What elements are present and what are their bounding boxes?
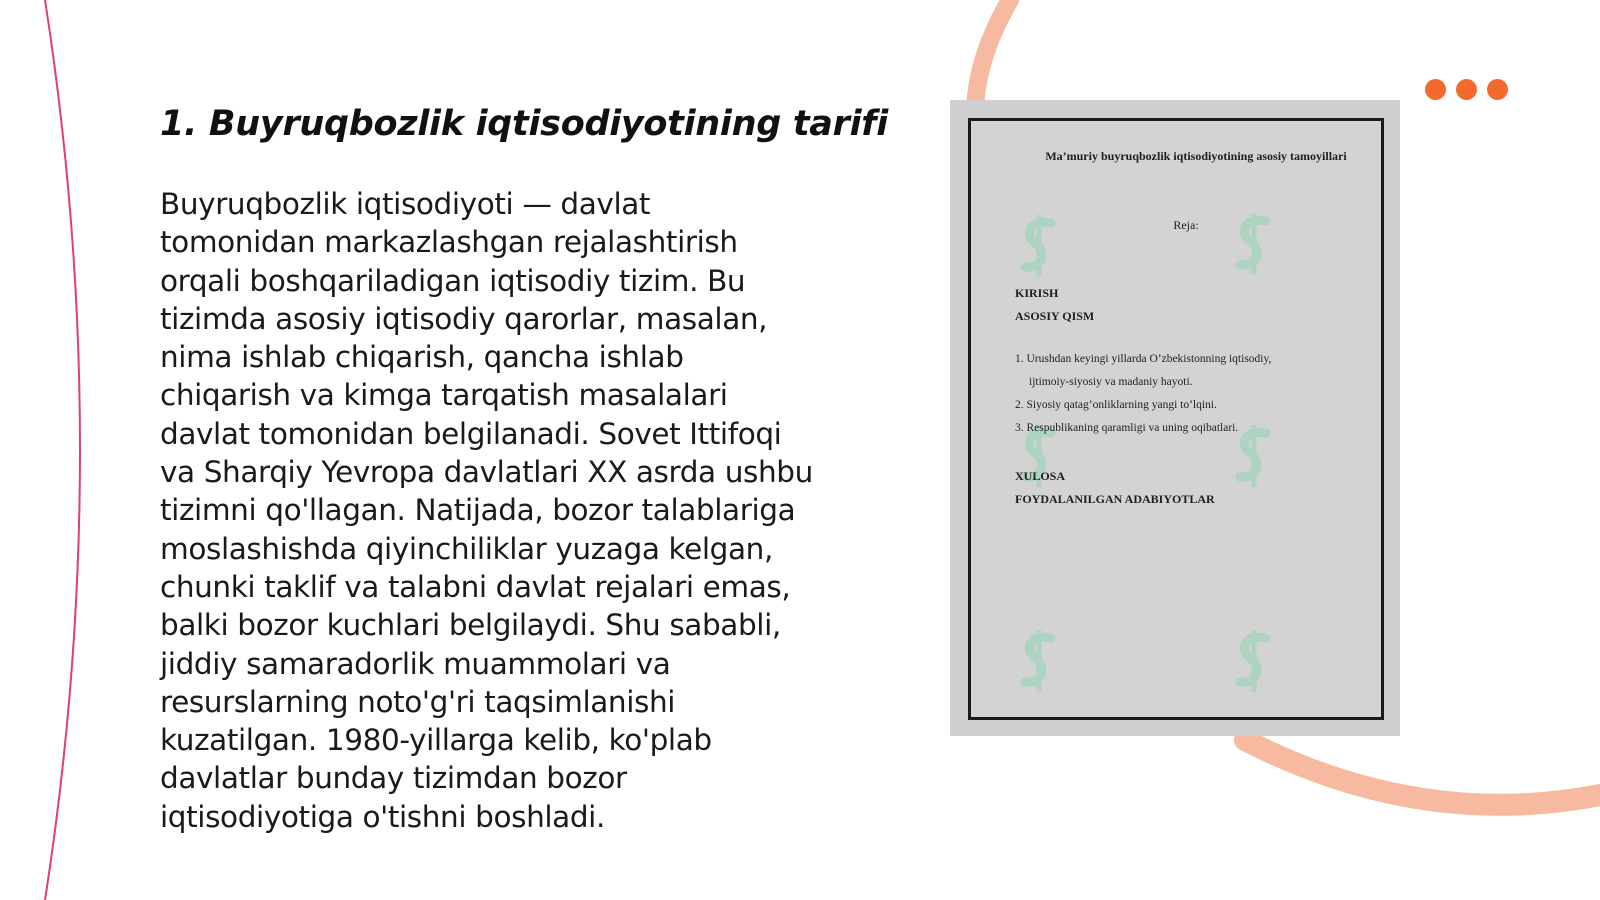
document-page	[968, 118, 1384, 720]
body-line: va Sharqiy Yevropa davlatlari XX asrda ushbu	[160, 455, 813, 490]
slide-title: 1. Buyruqbozlik iqtisodiyotining tarifi	[160, 104, 888, 144]
watermark-icon	[1011, 626, 1071, 696]
body-line: iqtisodiyotiga o'tishni boshladi.	[160, 799, 605, 834]
body-line: balki bozor kuchlari belgilaydi. Shu sababli,	[160, 608, 781, 643]
more-dots-icon	[1425, 79, 1508, 100]
body-line: Buyruqbozlik iqtisodiyoti — davlat	[160, 187, 651, 221]
body-line: jiddiy samaradorlik muammolari va	[160, 646, 671, 681]
document-plan-label: Reja:	[1173, 218, 1199, 232]
document-conclusion: XULOSA	[1015, 469, 1066, 483]
dot	[1425, 79, 1446, 100]
document-item: 3. Respublikaning qaramligi va uning oqibatlari.	[1015, 422, 1239, 434]
slide-body-text	[160, 185, 840, 836]
document-intro: KIRISH	[1015, 286, 1059, 300]
document-main-part: ASOSIY QISM	[1015, 309, 1095, 323]
body-line: resurslarning noto'g'ri taqsimlanishi	[160, 684, 676, 719]
body-line: chunki taklif va talabni davlat rejalari emas,	[160, 569, 791, 604]
dot	[1487, 79, 1508, 100]
body-line: davlat tomonidan belgilanadi. Sovet Ittifoqi	[160, 416, 782, 451]
body-line: orqali boshqariladigan iqtisodiy tizim. Bu	[160, 263, 746, 298]
watermark-icon	[1226, 626, 1286, 696]
peach-arc	[975, 0, 1010, 115]
body-line: tizimni qo'llagan. Natijada, bozor talablariga	[160, 493, 796, 528]
body-line: moslashishda qiyinchiliklar yuzaga kelgan,	[160, 531, 773, 566]
document-preview	[950, 100, 1400, 736]
body-line: chiqarish va kimga tarqatish masalalari	[160, 378, 728, 413]
document-item: 1. Urushdan keyingi yillarda O’zbekistonning iqtisodiy,	[1015, 353, 1272, 365]
document-item: 2. Siyosiy qatag’onliklarning yangi to’lqini.	[1015, 399, 1217, 411]
document-title: Ma’muriy buyruqbozlik iqtisodiyotining asosiy tamoyillari	[1045, 149, 1347, 163]
left-curve-line	[45, 0, 80, 900]
body-line: kuzatilgan. 1980-yillarga kelib, ko'plab	[160, 723, 712, 758]
document-item: ijtimoiy-siyosiy va madaniy hayoti.	[1029, 376, 1193, 388]
body-line: tomonidan markazlashgan rejalashtirish	[160, 225, 738, 260]
body-line: davlatlar bunday tizimdan bozor	[160, 761, 627, 796]
document-references: FOYDALANILGAN ADABIYOTLAR	[1015, 492, 1215, 506]
body-line: nima ishlab chiqarish, qancha ishlab	[160, 340, 684, 375]
dot	[1456, 79, 1477, 100]
body-line: tizimda asosiy iqtisodiy qarorlar, masalan,	[160, 301, 768, 336]
peach-arc-bottom	[1245, 740, 1600, 805]
